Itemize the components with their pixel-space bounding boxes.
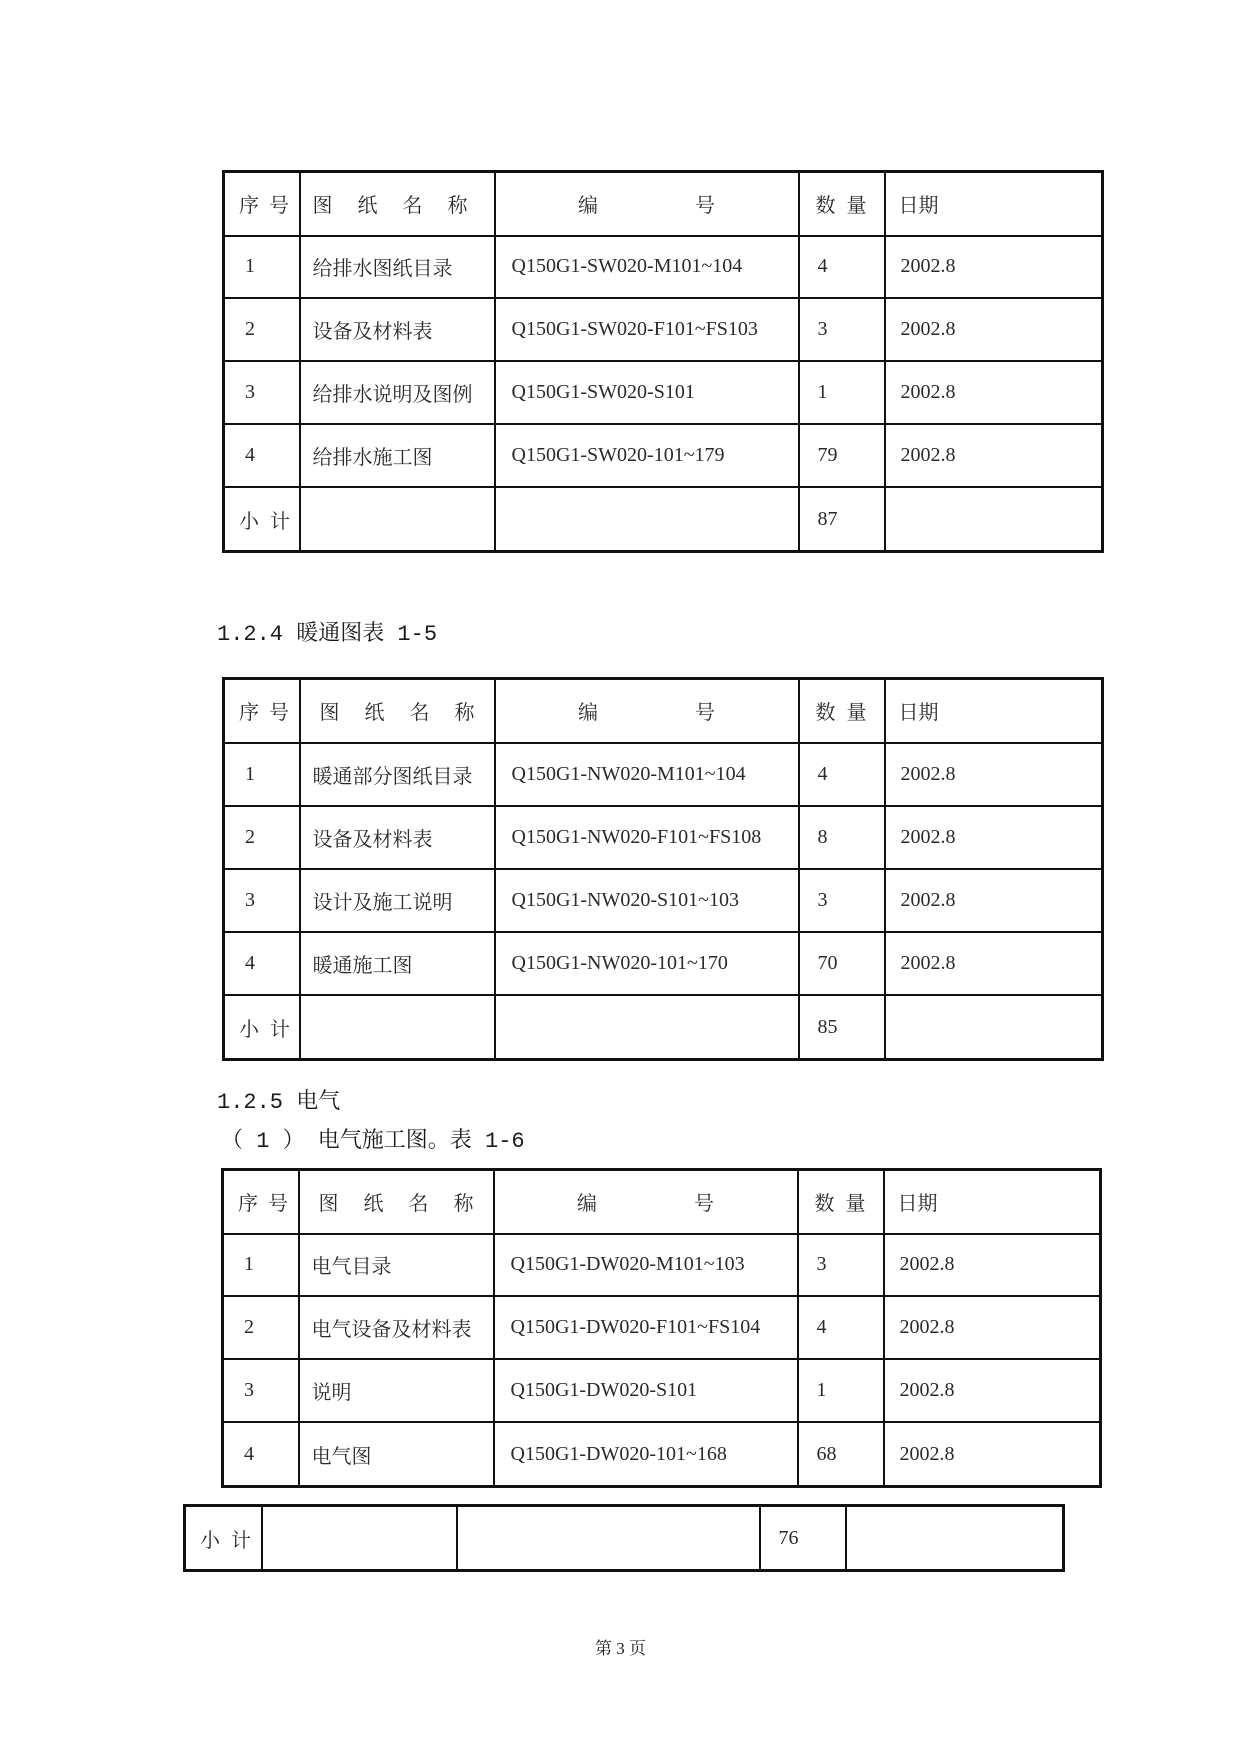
table-row — [224, 424, 1103, 487]
table-row-date-cell: 2002.8 — [884, 1422, 1101, 1486]
table-row-count-cell: 79 — [799, 424, 885, 487]
table-row-count-cell: 68 — [798, 1422, 884, 1486]
subtotal-row-code-cell — [495, 995, 799, 1059]
table-row-code-cell: Q150G1-SW020-101~179 — [495, 424, 799, 487]
table-row-code-cell: Q150G1-DW020-S101 — [494, 1359, 798, 1422]
table-row-date-cell: 2002.8 — [884, 1359, 1101, 1422]
subtotal-row-index-cell: 小 计 — [185, 1506, 262, 1571]
table-row-name-cell: 暖通部分图纸目录 — [300, 743, 495, 806]
table-row-code-cell: Q150G1-NW020-101~170 — [495, 932, 799, 995]
table-row — [224, 743, 1103, 806]
subtotal-row-code-cell — [495, 487, 799, 551]
electrical-section-heading: 1.2.5 电气 — [217, 1090, 341, 1115]
table-row-name-cell: 说明 — [299, 1359, 494, 1422]
subtotal-row-count-cell: 85 — [799, 995, 885, 1059]
subtotal-row-name-cell — [262, 1506, 457, 1571]
table-row — [224, 806, 1103, 869]
table-row-index-cell: 3 — [223, 1359, 299, 1422]
hvac-section-heading: 1.2.4 暖通图表 1-5 — [217, 622, 438, 647]
table-row-index-cell: 1 — [224, 743, 300, 806]
table-row-index-cell: 4 — [223, 1422, 299, 1486]
table-row — [223, 1296, 1101, 1359]
header-row — [224, 172, 1103, 236]
table-row-index-cell: 3 — [224, 869, 300, 932]
header-row-code-cell: 编 号 — [494, 1170, 798, 1234]
header-row-count-cell: 数 量 — [799, 172, 885, 236]
table-row-name-cell: 设备及材料表 — [300, 806, 495, 869]
table-row-count-cell: 70 — [799, 932, 885, 995]
subtotal-row — [185, 1506, 1064, 1571]
table-row-name-cell: 电气图 — [299, 1422, 494, 1486]
table-row-index-cell: 4 — [224, 424, 300, 487]
table-row — [223, 1422, 1101, 1486]
table-row — [223, 1359, 1101, 1422]
table-row-date-cell: 2002.8 — [884, 1234, 1101, 1297]
page-number-footer: 第 3 页 — [595, 1639, 646, 1658]
subtotal-row-index-cell: 小 计 — [224, 487, 300, 551]
header-row-date-cell: 日期 — [885, 172, 1103, 236]
subtotal-row-code-cell — [457, 1506, 760, 1571]
header-row — [223, 1170, 1101, 1234]
table-row-name-cell: 给排水图纸目录 — [300, 236, 495, 299]
header-row-date-cell: 日期 — [885, 679, 1103, 743]
table-row-code-cell: Q150G1-SW020-F101~FS103 — [495, 298, 799, 361]
table-row — [224, 869, 1103, 932]
table-row-name-cell: 设备及材料表 — [300, 298, 495, 361]
table-row — [224, 236, 1103, 299]
table-row-name-cell: 设计及施工说明 — [300, 869, 495, 932]
table-row-date-cell: 2002.8 — [885, 806, 1103, 869]
header-row-name-cell: 图 纸 名 称 — [300, 679, 495, 743]
table-row-count-cell: 3 — [799, 869, 885, 932]
table-row-count-cell: 1 — [799, 361, 885, 424]
table-row-code-cell: Q150G1-SW020-S101 — [495, 361, 799, 424]
header-row-count-cell: 数 量 — [798, 1170, 884, 1234]
electrical-subtotal-table — [183, 1504, 1065, 1572]
table-row-name-cell: 给排水施工图 — [300, 424, 495, 487]
table-body — [224, 172, 1103, 552]
table-row-index-cell: 4 — [224, 932, 300, 995]
subtotal-row-index-cell: 小 计 — [224, 995, 300, 1059]
table-row-date-cell: 2002.8 — [885, 298, 1103, 361]
table-body — [224, 679, 1103, 1060]
header-row-index-cell: 序 号 — [224, 172, 300, 236]
header-row-name-cell: 图 纸 名 称 — [300, 172, 495, 236]
table-row-count-cell: 3 — [798, 1234, 884, 1297]
subtotal-row-date-cell — [846, 1506, 1064, 1571]
subtotal-row — [224, 995, 1103, 1059]
subtotal-row-name-cell — [300, 995, 495, 1059]
table-row — [224, 361, 1103, 424]
subtotal-row-date-cell — [885, 487, 1103, 551]
table-row-code-cell: Q150G1-DW020-101~168 — [494, 1422, 798, 1486]
subtotal-row — [224, 487, 1103, 551]
table-row-name-cell: 电气设备及材料表 — [299, 1296, 494, 1359]
table-row-index-cell: 2 — [224, 806, 300, 869]
header-row-name-cell: 图 纸 名 称 — [299, 1170, 494, 1234]
table-row — [224, 298, 1103, 361]
header-row-date-cell: 日期 — [884, 1170, 1101, 1234]
table-row-date-cell: 2002.8 — [885, 361, 1103, 424]
table-row-index-cell: 2 — [223, 1296, 299, 1359]
electrical-subsection-heading: （ 1 ） 电气施工图。表 1-6 — [221, 1129, 525, 1154]
table-row-date-cell: 2002.8 — [885, 236, 1103, 299]
header-row-index-cell: 序 号 — [223, 1170, 299, 1234]
table-row-code-cell: Q150G1-DW020-F101~FS104 — [494, 1296, 798, 1359]
header-row-count-cell: 数 量 — [799, 679, 885, 743]
table-row-name-cell: 电气目录 — [299, 1234, 494, 1297]
table-row-date-cell: 2002.8 — [885, 424, 1103, 487]
table-row-date-cell: 2002.8 — [885, 869, 1103, 932]
table-row-count-cell: 4 — [798, 1296, 884, 1359]
table-row-code-cell: Q150G1-SW020-M101~104 — [495, 236, 799, 299]
table-row-code-cell: Q150G1-NW020-F101~FS108 — [495, 806, 799, 869]
table-row-index-cell: 1 — [224, 236, 300, 299]
table-row-index-cell: 1 — [223, 1234, 299, 1297]
header-row-code-cell: 编 号 — [495, 679, 799, 743]
table-row-name-cell: 给排水说明及图例 — [300, 361, 495, 424]
subtotal-row-count-cell: 87 — [799, 487, 885, 551]
hvac-drawing-table — [222, 677, 1104, 1061]
table-row-code-cell: Q150G1-NW020-S101~103 — [495, 869, 799, 932]
table-row-count-cell: 8 — [799, 806, 885, 869]
table-row-count-cell: 3 — [799, 298, 885, 361]
header-row — [224, 679, 1103, 743]
table-row-count-cell: 1 — [798, 1359, 884, 1422]
header-row-code-cell: 编 号 — [495, 172, 799, 236]
table-row — [223, 1234, 1101, 1297]
table-row-date-cell: 2002.8 — [885, 932, 1103, 995]
table-row-date-cell: 2002.8 — [885, 743, 1103, 806]
table-row-code-cell: Q150G1-NW020-M101~104 — [495, 743, 799, 806]
table-row-count-cell: 4 — [799, 236, 885, 299]
plumbing-drawing-table — [222, 170, 1104, 553]
table-row-date-cell: 2002.8 — [884, 1296, 1101, 1359]
table-row-index-cell: 3 — [224, 361, 300, 424]
table-row-index-cell: 2 — [224, 298, 300, 361]
subtotal-row-date-cell — [885, 995, 1103, 1059]
subtotal-row-name-cell — [300, 487, 495, 551]
electrical-drawing-table — [221, 1168, 1102, 1488]
table-body — [185, 1506, 1064, 1571]
header-row-index-cell: 序 号 — [224, 679, 300, 743]
table-row-count-cell: 4 — [799, 743, 885, 806]
table-row-name-cell: 暖通施工图 — [300, 932, 495, 995]
table-row-code-cell: Q150G1-DW020-M101~103 — [494, 1234, 798, 1297]
subtotal-row-count-cell: 76 — [760, 1506, 846, 1571]
table-row — [224, 932, 1103, 995]
table-body — [223, 1170, 1101, 1487]
